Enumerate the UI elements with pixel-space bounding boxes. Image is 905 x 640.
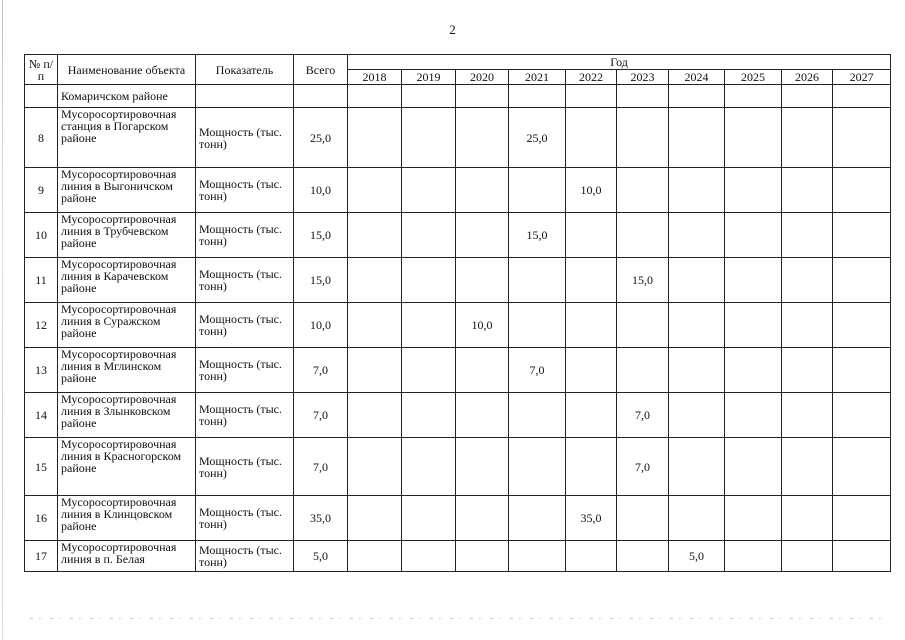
row-year-value [617, 213, 669, 258]
row-year-value [617, 168, 669, 213]
table-row [25, 541, 891, 572]
row-year-value [833, 348, 891, 393]
row-year-value [833, 438, 891, 496]
header-object-name: Наименование объекта [58, 55, 196, 85]
row-year-value [402, 438, 456, 496]
row-year-value [348, 213, 402, 258]
continuation-num [25, 85, 58, 108]
row-total: 35,0 [294, 496, 348, 541]
row-total: 7,0 [294, 393, 348, 438]
row-year-value [456, 108, 509, 168]
row-object-name: Мусоросортировочная станция в Погарском районе [58, 108, 196, 168]
row-year-value [402, 108, 456, 168]
row-year-value [782, 303, 833, 348]
row-year-value [617, 348, 669, 393]
row-year-value: 7,0 [509, 348, 566, 393]
row-year-value [456, 213, 509, 258]
row-year-value [456, 168, 509, 213]
row-year-value [669, 258, 725, 303]
row-year-value [669, 108, 725, 168]
row-number: 17 [25, 541, 58, 572]
row-indicator: Мощность (тыс. тонн) [196, 168, 294, 213]
continuation-year-cell [669, 85, 725, 108]
table-row [25, 496, 891, 541]
row-year-value [669, 303, 725, 348]
row-year-value [566, 303, 617, 348]
header-year: 2020 [456, 70, 509, 85]
page-number: 2 [449, 22, 456, 37]
row-year-value [456, 348, 509, 393]
row-year-value: 25,0 [509, 108, 566, 168]
row-year-value [782, 108, 833, 168]
row-year-value [509, 496, 566, 541]
row-year-value [456, 438, 509, 496]
table-row [25, 438, 891, 496]
continuation-total [294, 85, 348, 108]
row-year-value [617, 108, 669, 168]
continuation-year-cell [833, 85, 891, 108]
continuation-year-cell [348, 85, 402, 108]
header-year: 2025 [725, 70, 782, 85]
row-number: 12 [25, 303, 58, 348]
row-year-value [509, 303, 566, 348]
row-year-value [669, 438, 725, 496]
row-year-value [782, 258, 833, 303]
row-year-value [833, 258, 891, 303]
table-row [25, 348, 891, 393]
row-year-value [669, 213, 725, 258]
row-year-value [566, 213, 617, 258]
row-year-value [782, 438, 833, 496]
row-year-value [566, 393, 617, 438]
row-total: 7,0 [294, 438, 348, 496]
header-indicator: Показатель [196, 55, 294, 85]
row-number: 10 [25, 213, 58, 258]
row-year-value [725, 393, 782, 438]
row-year-value [402, 213, 456, 258]
row-year-value [456, 393, 509, 438]
row-total: 5,0 [294, 541, 348, 572]
row-year-value [669, 496, 725, 541]
row-year-value [509, 393, 566, 438]
row-year-value [782, 496, 833, 541]
row-year-value [833, 393, 891, 438]
table-row [25, 213, 891, 258]
row-year-value [833, 108, 891, 168]
row-year-value [456, 496, 509, 541]
row-year-value [617, 303, 669, 348]
row-number: 11 [25, 258, 58, 303]
continuation-year-cell [782, 85, 833, 108]
continuation-row [25, 85, 891, 108]
row-year-value [456, 541, 509, 572]
scan-edge [2, 0, 3, 640]
row-indicator: Мощность (тыс. тонн) [196, 108, 294, 168]
header-year: 2021 [509, 70, 566, 85]
row-indicator: Мощность (тыс. тонн) [196, 438, 294, 496]
row-year-value: 15,0 [509, 213, 566, 258]
table-header [25, 55, 891, 85]
row-object-name: Мусоросортировочная линия в Трубчевском районе [58, 213, 196, 258]
row-year-value [725, 168, 782, 213]
continuation-year-cell [509, 85, 566, 108]
header-year: 2026 [782, 70, 833, 85]
row-total: 7,0 [294, 348, 348, 393]
row-object-name: Мусоросортировочная линия в Клинцовском районе [58, 496, 196, 541]
table-row [25, 108, 891, 168]
row-year-value [725, 438, 782, 496]
row-number: 15 [25, 438, 58, 496]
row-year-value [669, 348, 725, 393]
row-year-value [509, 258, 566, 303]
row-indicator: Мощность (тыс. тонн) [196, 541, 294, 572]
row-year-value [402, 258, 456, 303]
row-year-value [782, 541, 833, 572]
row-year-value: 35,0 [566, 496, 617, 541]
row-total: 15,0 [294, 258, 348, 303]
table-row [25, 303, 891, 348]
row-year-value [402, 303, 456, 348]
row-year-value [348, 168, 402, 213]
row-year-value [402, 348, 456, 393]
row-year-value [566, 258, 617, 303]
facility-table [24, 54, 891, 572]
row-number: 14 [25, 393, 58, 438]
row-year-value [725, 303, 782, 348]
row-year-value: 15,0 [617, 258, 669, 303]
row-year-value [509, 168, 566, 213]
row-year-value [617, 541, 669, 572]
header-year: 2018 [348, 70, 402, 85]
row-year-value [348, 348, 402, 393]
row-year-value [725, 258, 782, 303]
row-year-value [833, 541, 891, 572]
row-object-name: Мусоросортировочная линия в Суражском районе [58, 303, 196, 348]
header-year: 2027 [833, 70, 891, 85]
row-total: 10,0 [294, 168, 348, 213]
row-year-value: 10,0 [566, 168, 617, 213]
row-object-name: Мусоросортировочная линия в п. Белая [58, 541, 196, 572]
row-year-value [348, 108, 402, 168]
row-year-value [348, 438, 402, 496]
row-total: 10,0 [294, 303, 348, 348]
row-year-value [402, 496, 456, 541]
row-total: 15,0 [294, 213, 348, 258]
row-year-value: 10,0 [456, 303, 509, 348]
row-indicator: Мощность (тыс. тонн) [196, 393, 294, 438]
header-total: Всего [294, 55, 348, 85]
row-year-value [348, 496, 402, 541]
row-indicator: Мощность (тыс. тонн) [196, 348, 294, 393]
row-year-value [782, 393, 833, 438]
row-year-value [725, 348, 782, 393]
table-row [25, 393, 891, 438]
row-year-value [566, 541, 617, 572]
row-year-value: 7,0 [617, 393, 669, 438]
row-indicator: Мощность (тыс. тонн) [196, 496, 294, 541]
continuation-indicator [196, 85, 294, 108]
row-year-value [348, 541, 402, 572]
row-year-value: 7,0 [617, 438, 669, 496]
row-year-value [617, 496, 669, 541]
header-year: 2022 [566, 70, 617, 85]
row-indicator: Мощность (тыс. тонн) [196, 303, 294, 348]
row-year-value [725, 541, 782, 572]
row-year-value [566, 348, 617, 393]
header-year: 2019 [402, 70, 456, 85]
continuation-year-cell [402, 85, 456, 108]
row-year-value [348, 303, 402, 348]
row-year-value [725, 108, 782, 168]
header-year: 2024 [669, 70, 725, 85]
row-indicator: Мощность (тыс. тонн) [196, 258, 294, 303]
row-indicator: Мощность (тыс. тонн) [196, 213, 294, 258]
row-year-value [669, 168, 725, 213]
row-object-name: Мусоросортировочная линия в Красногорском районе [58, 438, 196, 496]
row-year-value [402, 393, 456, 438]
row-object-name: Мусоросортировочная линия в Мглинском районе [58, 348, 196, 393]
continuation-name: Комаричском районе [58, 85, 196, 108]
row-year-value [348, 393, 402, 438]
row-year-value [509, 541, 566, 572]
table-body [25, 85, 891, 572]
row-year-value [833, 213, 891, 258]
table-row [25, 168, 891, 213]
row-year-value [566, 438, 617, 496]
row-year-value [509, 438, 566, 496]
row-year-value [348, 258, 402, 303]
row-number: 16 [25, 496, 58, 541]
table-row [25, 258, 891, 303]
row-year-value [725, 213, 782, 258]
row-year-value [833, 303, 891, 348]
row-object-name: Мусоросортировочная линия в Злынковском районе [58, 393, 196, 438]
scan-noise [30, 618, 890, 619]
header-year-group: Год [348, 55, 891, 70]
row-object-name: Мусоросортировочная линия в Выгоничском районе [58, 168, 196, 213]
header-number: № п/п [25, 55, 58, 85]
row-year-value [669, 393, 725, 438]
row-year-value [782, 168, 833, 213]
row-year-value [456, 258, 509, 303]
row-year-value [782, 213, 833, 258]
row-number: 8 [25, 108, 58, 168]
row-number: 9 [25, 168, 58, 213]
continuation-year-cell [725, 85, 782, 108]
header-year: 2023 [617, 70, 669, 85]
row-object-name: Мусоросортировочная линия в Карачевском районе [58, 258, 196, 303]
continuation-year-cell [566, 85, 617, 108]
row-year-value [402, 168, 456, 213]
row-year-value [833, 496, 891, 541]
row-year-value [402, 541, 456, 572]
continuation-year-cell [456, 85, 509, 108]
row-year-value [725, 496, 782, 541]
row-year-value [566, 108, 617, 168]
row-year-value: 5,0 [669, 541, 725, 572]
row-year-value [782, 348, 833, 393]
row-number: 13 [25, 348, 58, 393]
row-year-value [833, 168, 891, 213]
continuation-year-cell [617, 85, 669, 108]
row-total: 25,0 [294, 108, 348, 168]
